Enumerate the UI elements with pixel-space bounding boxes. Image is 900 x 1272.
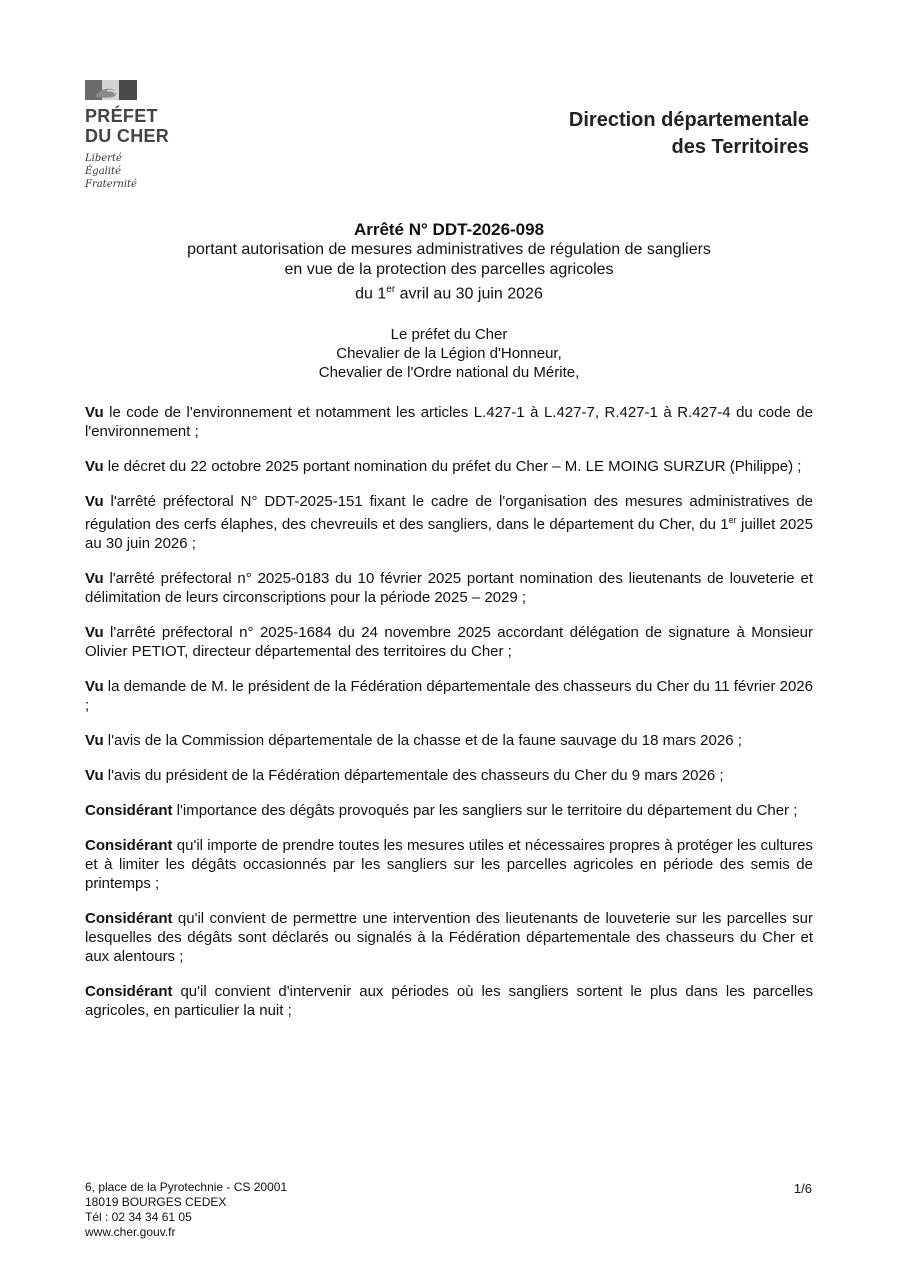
direction-line1: Direction départementale	[568, 109, 809, 131]
footer-phone: Tél : 02 34 34 61 05	[85, 1210, 192, 1224]
recital-paragraph	[85, 457, 813, 476]
recital-text: l'arrêté préfectoral n° 2025-0183 du 10 février 2025 portant nomination des lieutenants de louveterie et délimitation de leurs circonscriptions pour la période 2025 – 2029 ;	[85, 570, 813, 606]
recital-paragraph	[85, 731, 813, 750]
recital-paragraph	[85, 801, 813, 820]
signatory-title: Le préfet du Cher	[390, 326, 508, 343]
recital-paragraph	[85, 766, 813, 785]
recital-paragraph	[85, 836, 813, 893]
motto-fraternite: Fraternité	[85, 179, 137, 190]
period-start: du 1	[355, 285, 387, 303]
recital-text: la demande de M. le président de la Fédération départementale des chasseurs du Cher du 11 février 2026 ;	[85, 678, 813, 714]
period-ordinal: er	[386, 284, 396, 295]
decree-period	[85, 280, 813, 304]
marianne-flag-icon	[85, 80, 137, 100]
recital-keyword: Considérant	[85, 910, 173, 927]
recital-keyword: Considérant	[85, 802, 173, 819]
recital-paragraph	[85, 909, 813, 966]
decree-number: Arrêté N° DDT-2026-098	[353, 220, 545, 239]
logo-line1: PRÉFET	[85, 106, 158, 126]
decree-title	[85, 220, 813, 304]
footer-address	[85, 1180, 287, 1240]
recital-text-cont: juillet 2025 au 30 juin 2026 ;	[85, 516, 813, 552]
decree-body	[85, 403, 813, 1036]
period-end: avril au 30 juin 2026	[395, 285, 543, 303]
signatory-block	[85, 325, 813, 382]
recital-text: le décret du 22 octobre 2025 portant nomination du préfet du Cher – M. LE MOING SURZUR (Philippe) ;	[103, 458, 802, 475]
issuing-directorate	[569, 107, 809, 161]
recital-text: l'arrêté préfectoral N° DDT-2025-151 fixant le cadre de l'organisation des mesures administratives de régulation des cerfs élaphes, des chevreuils et des sangliers, dans le département du Cher, du 1	[85, 493, 813, 533]
recital-keyword: Vu	[85, 624, 104, 641]
prefecture-logo	[85, 80, 225, 191]
recital-text: l'arrêté préfectoral n° 2025-1684 du 24 novembre 2025 accordant délégation de signature à Monsieur Olivier PETIOT, directeur départemental des territoires du Cher ;	[85, 624, 813, 660]
recital-text: qu'il convient de permettre une intervention des lieutenants de louveterie sur les parcelles sur lesquelles des dégâts sont déclarés ou signalés à la Fédération départementale des chasseurs du Cher et aux alentours ;	[85, 910, 813, 965]
recital-keyword: Vu	[85, 732, 104, 749]
recital-keyword: Vu	[85, 458, 104, 475]
recital-paragraph	[85, 623, 813, 661]
recital-ordinal: er	[728, 515, 737, 525]
recital-text: qu'il importe de prendre toutes les mesures utiles et nécessaires propres à protéger les cultures et à limiter les dégâts occasionnés par les sangliers sur les parcelles agricoles en période des semis de printemps ;	[85, 837, 813, 892]
page-number: 1/6	[793, 1181, 812, 1196]
signatory-honour-1: Chevalier de la Légion d'Honneur,	[336, 345, 562, 362]
recital-keyword: Considérant	[85, 837, 173, 854]
recital-text: l'avis de la Commission départementale de la chasse et de la faune sauvage du 18 mars 2026 ;	[103, 732, 742, 749]
recital-text: l'avis du président de la Fédération départementale des chasseurs du Cher du 9 mars 2026 ;	[103, 767, 724, 784]
recital-keyword: Considérant	[85, 983, 173, 1000]
recital-paragraph	[85, 492, 813, 553]
recital-paragraph	[85, 982, 813, 1020]
decree-subject-line1: portant autorisation de mesures administratives de régulation de sangliers	[187, 241, 711, 258]
recital-text: qu'il convient d'intervenir aux périodes où les sangliers sortent le plus dans les parcelles agricoles, en particulier la nuit ;	[85, 983, 813, 1019]
footer-website[interactable]: www.cher.gouv.fr	[85, 1225, 176, 1239]
recital-paragraph	[85, 569, 813, 607]
logo-line2: DU CHER	[85, 126, 170, 146]
recital-keyword: Vu	[85, 493, 104, 510]
republic-motto	[85, 152, 225, 191]
motto-egalite: Égalité	[85, 166, 121, 177]
footer-city: 18019 BOURGES CEDEX	[85, 1195, 227, 1209]
recital-text: le code de l'environnement et notamment les articles L.427-1 à L.427-7, R.427-1 à R.427-4 du code de l'environnement ;	[85, 404, 813, 440]
direction-line2: des Territoires	[671, 136, 809, 158]
recital-paragraph	[85, 403, 813, 441]
footer-street: 6, place de la Pyrotechnie - CS 20001	[85, 1180, 288, 1194]
recital-keyword: Vu	[85, 678, 104, 695]
signatory-honour-2: Chevalier de l'Ordre national du Mérite,	[318, 364, 580, 381]
recital-text: l'importance des dégâts provoqués par les sangliers sur le territoire du département du Cher ;	[172, 802, 798, 819]
decree-subject-line2: en vue de la protection des parcelles agricoles	[284, 261, 614, 278]
recital-keyword: Vu	[85, 570, 104, 587]
recital-paragraph	[85, 677, 813, 715]
recital-keyword: Vu	[85, 404, 104, 421]
motto-liberte: Liberté	[85, 153, 122, 164]
recital-keyword: Vu	[85, 767, 104, 784]
